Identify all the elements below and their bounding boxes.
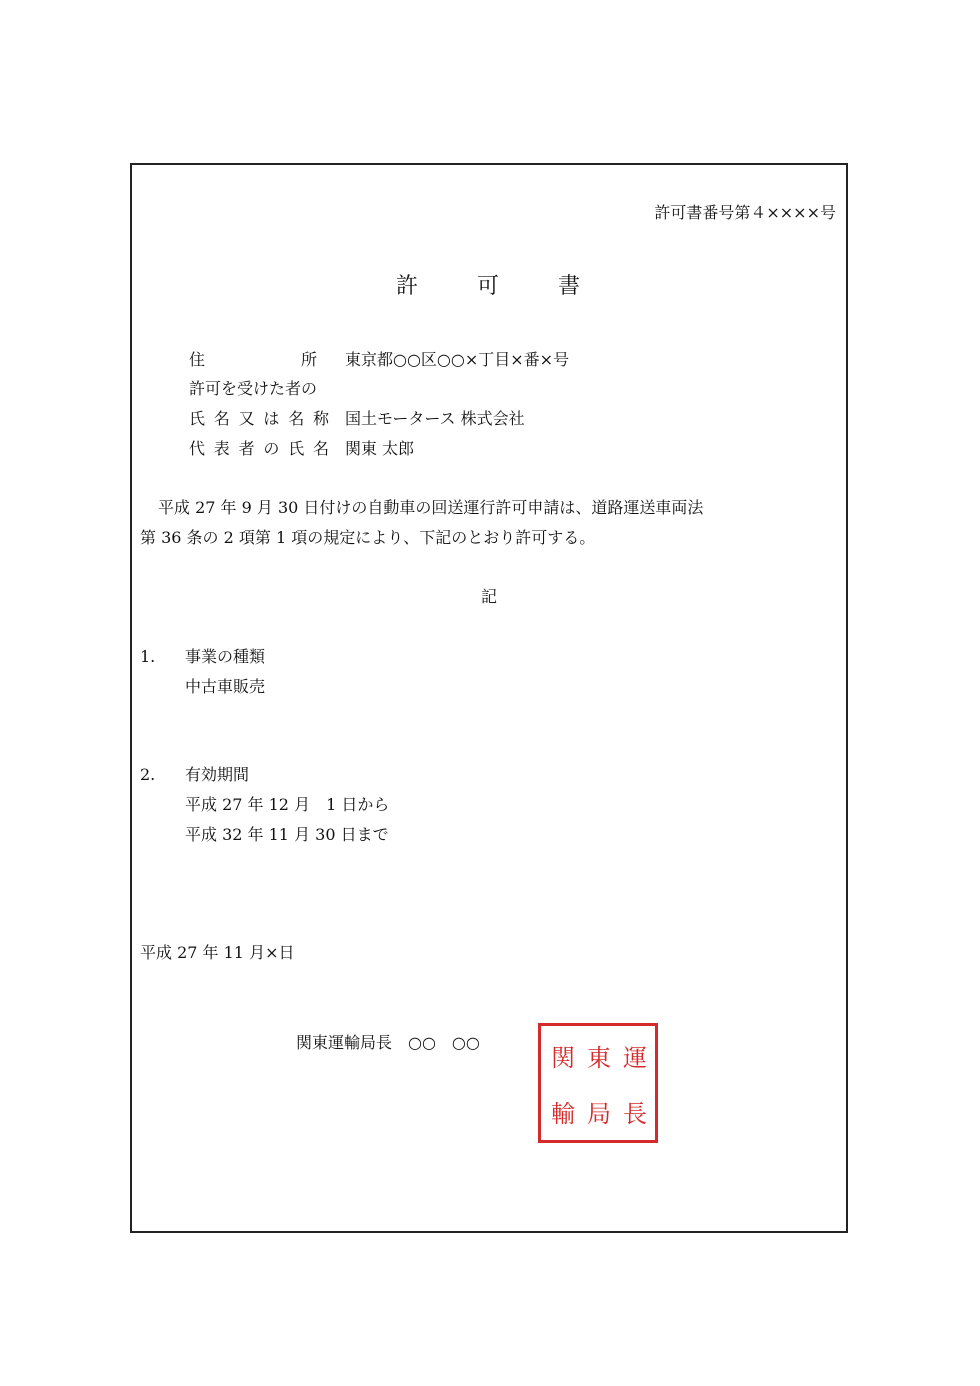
seal-char: 東 (587, 1044, 611, 1072)
issuer-name: 関東運輸局長 ○○ ○○ (296, 1033, 480, 1052)
title-char: 可 (476, 274, 501, 299)
recipient-prefix-label: 許可を受けた者の (189, 379, 318, 398)
item-number: 2. (140, 765, 156, 784)
item-number: 1. (140, 647, 156, 666)
official-seal (538, 1023, 658, 1143)
representative-label: 代表者の氏名 (189, 439, 329, 458)
item-heading: 事業の種類 (185, 647, 266, 666)
seal-char: 関 (551, 1044, 575, 1072)
item-value: 中古車販売 (185, 677, 266, 696)
issue-date: 平成 27 年 11 月×日 (140, 943, 295, 962)
ki-marker: 記 (480, 587, 497, 606)
representative-value: 関東 太郎 (345, 439, 415, 458)
seal-char: 局 (587, 1100, 611, 1128)
seal-char: 運 (623, 1044, 647, 1072)
title-char: 許 (395, 274, 420, 299)
address-value: 東京都○○区○○×丁目×番×号 (345, 350, 570, 369)
address-label: 住 所 (189, 350, 318, 369)
seal-char: 輸 (551, 1100, 575, 1128)
name-label: 氏名又は名称 (189, 409, 329, 428)
item-value: 平成 27 年 12 月 1 日から (185, 795, 390, 814)
item-value: 平成 32 年 11 月 30 日まで (185, 825, 389, 844)
name-value: 国土モータース 株式会社 (345, 409, 525, 428)
title-char: 書 (558, 274, 583, 299)
item-heading: 有効期間 (185, 765, 250, 784)
document-title (132, 273, 846, 301)
document-frame (130, 163, 848, 1233)
body-text-line: 第 36 条の 2 項第 1 項の規定により、下記のとおり許可する。 (140, 528, 596, 547)
permit-number: 許可書番号第４××××号 (654, 203, 836, 222)
body-text-line: 平成 27 年 9 月 30 日付けの自動車の回送運行許可申請は、道路運送車両法 (158, 498, 704, 517)
seal-char: 長 (623, 1100, 647, 1128)
